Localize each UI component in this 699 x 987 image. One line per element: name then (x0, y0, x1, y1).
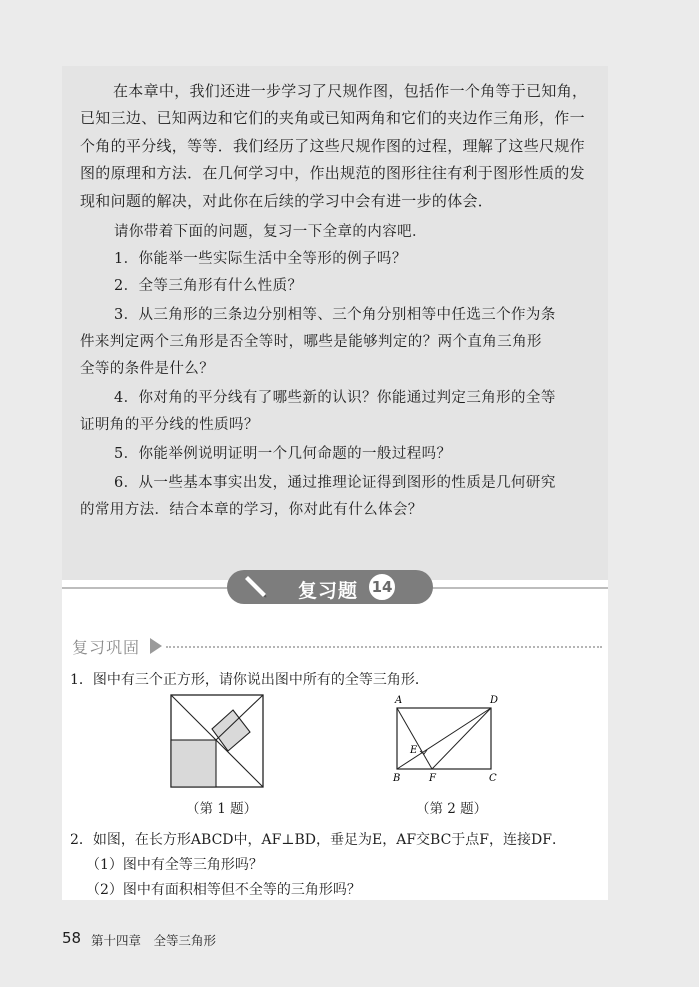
figure-1-squares (170, 694, 264, 788)
label-E: E (410, 745, 418, 756)
review-question-3-line-2: 件来判定两个三角形是否全等时，哪些是能够判定的？两个直角三角形 (80, 334, 542, 350)
review-question-2: 2．全等三角形有什么性质？ (114, 278, 303, 294)
review-question-3-line-3: 全等的条件是什么？ (80, 361, 215, 377)
review-question-4-line-2: 证明角的平分线的性质吗？ (80, 417, 259, 433)
label-C: C (489, 773, 497, 784)
review-question-4-line-1: 4．你对角的平分线有了哪些新的认识？你能通过判定三角形的全等 (114, 390, 556, 406)
chapter-footer: 第十四章 全等三角形 (91, 933, 217, 948)
section-arrow-icon (150, 638, 162, 654)
label-F: F (429, 773, 436, 784)
figure-2-caption: （第 2 题） (416, 801, 488, 817)
summary-intro: 请你带着下面的问题，复习一下全章的内容吧． (114, 224, 427, 240)
chapter-summary-box (62, 66, 608, 580)
exercise-2-part-2: （2）图中有面积相等但不全等的三角形吗？ (86, 882, 361, 898)
section-heading: 复习巩固 (72, 638, 141, 657)
label-B: B (393, 773, 401, 784)
exercise-2-part-1: （1）图中有全等三角形吗？ (86, 857, 263, 873)
review-banner-title: 复习题 (298, 580, 359, 602)
label-D: D (490, 695, 499, 706)
label-A: A (395, 695, 403, 706)
exercise-1-text: 1．图中有三个正方形，请你说出图中所有的全等三角形． (70, 672, 429, 688)
summary-paragraph: 在本章中，我们还进一步学习了尺规作图，包括作一个角等于已知角，已知三边、已知两边和它们的夹角或已知两角和它们的夹边作三角形，作一个角的平分线，等等．我们经历了这些尺规作图的过程，理解了这些尺规作图的原理和方法．在几何学习中，作出规范的图形往往有利于图形性质的发现和问题的解决，对此你在后续的学习中会有进一步的体会． (80, 82, 588, 210)
figure-2-rectangle (386, 692, 501, 784)
review-question-6-line-1: 6．从一些基本事实出发，通过推理论证得到图形的性质是几何研究 (114, 475, 556, 491)
figure-1-caption: （第 1 题） (186, 801, 258, 817)
review-question-6-line-2: 的常用方法．结合本章的学习，你对此有什么体会？ (80, 502, 423, 518)
section-dotted-rule (166, 646, 602, 648)
review-question-5: 5．你能举例说明证明一个几何命题的一般过程吗？ (114, 446, 452, 462)
pencil-icon (242, 575, 270, 599)
exercise-2-text: 2．如图，在长方形ABCD中，AF⊥BD，垂足为E，AF交BC于点F，连接DF． (70, 832, 566, 848)
review-question-1: 1．你能举一些实际生活中全等形的例子吗？ (114, 251, 407, 267)
textbook-page (62, 66, 608, 900)
page-number: 58 (62, 929, 82, 947)
review-banner-number: 14 (367, 572, 397, 602)
review-question-3-line-1: 3．从三角形的三条边分别相等、三个角分别相等中任选三个作为条 (114, 307, 556, 323)
